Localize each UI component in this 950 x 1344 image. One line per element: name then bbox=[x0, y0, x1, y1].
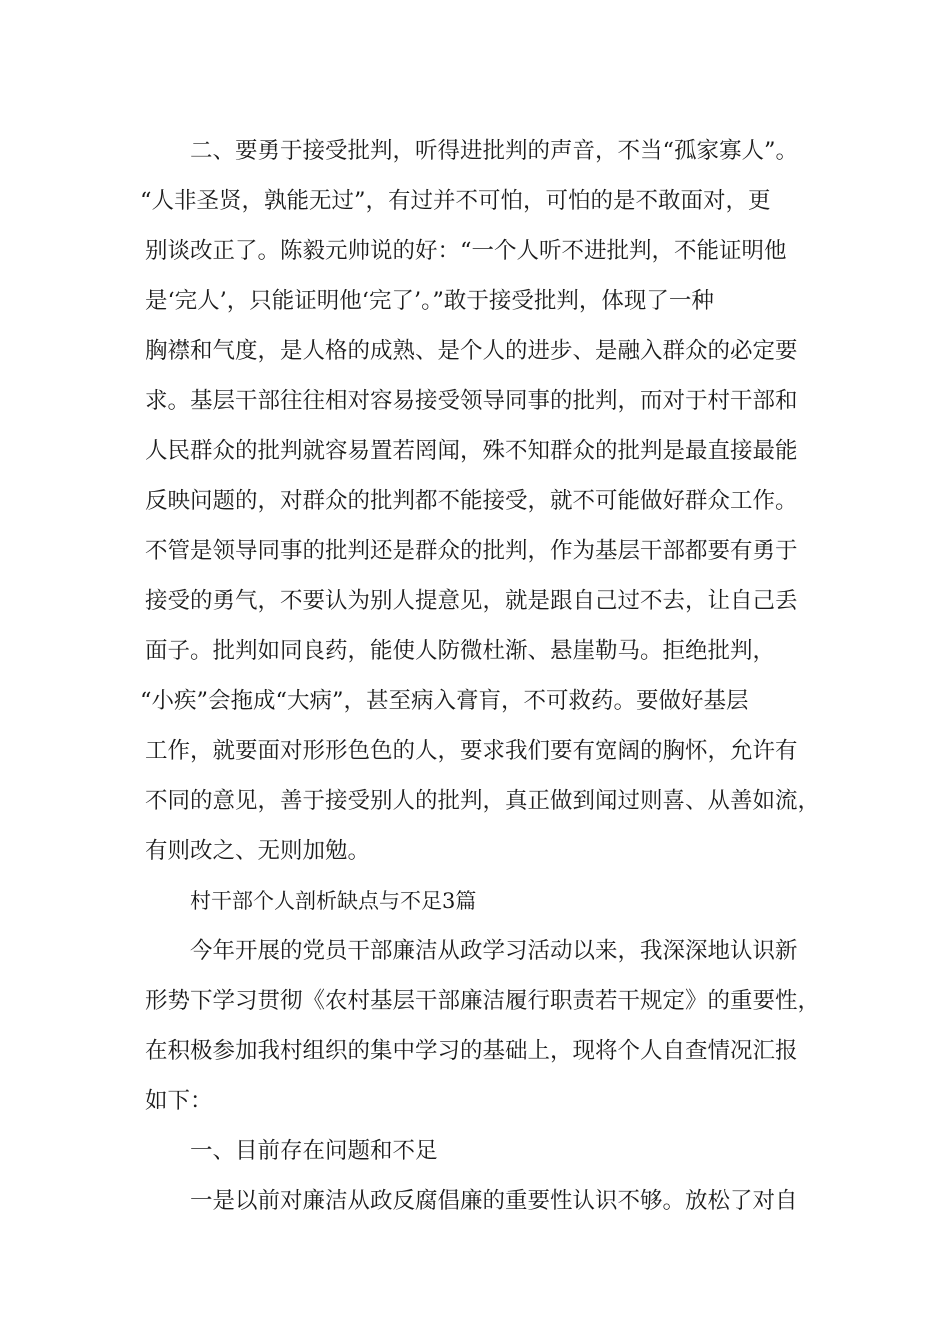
text-line bbox=[0, 531, 950, 571]
text-line bbox=[0, 1081, 950, 1121]
section-title bbox=[0, 881, 950, 921]
text-line bbox=[0, 731, 950, 771]
text-line bbox=[0, 931, 950, 971]
text-line-content: 在积极参加我村组织的集中学习的基础上，现将个人自查情况汇报 bbox=[145, 1038, 798, 1064]
text-line-content: 形势下学习贯彻《农村基层干部廉洁履行职责若干规定》的重要性， bbox=[145, 988, 821, 1014]
text-line-content: 有则改之、无则加勉。 bbox=[145, 838, 371, 864]
text-line-content: “人非圣贤，孰能无过”，有过并不可怕，可怕的是不敢面对，更 bbox=[140, 188, 771, 214]
text-line bbox=[0, 681, 950, 721]
text-line-content: 反映问题的，对群众的批判都不能接受，就不可能做好群众工作。 bbox=[145, 488, 798, 514]
text-line bbox=[0, 281, 950, 321]
text-line bbox=[0, 381, 950, 421]
text-line bbox=[0, 131, 950, 171]
text-line-content: 如下： bbox=[145, 1088, 213, 1114]
section-title-text: 村干部个人剖析缺点与不足3篇 bbox=[190, 889, 477, 913]
text-line bbox=[0, 181, 950, 221]
text-line-content: 二、要勇于接受批判，听得进批判的声音，不当“孤家寡人”。 bbox=[190, 138, 799, 164]
text-line bbox=[0, 331, 950, 371]
text-line-content: 不管是领导同事的批判还是群众的批判，作为基层干部都要有勇于 bbox=[145, 538, 798, 564]
text-line-content: 别谈改正了。陈毅元帅说的好：“一个人听不进批判，不能证明他 bbox=[145, 238, 787, 264]
text-line-content: 是‘完人’，只能证明他‘完了’。”敢于接受批判，体现了一种 bbox=[145, 288, 714, 314]
text-line-content: 面子。批判如同良药，能使人防微杜渐、悬崖勒马。拒绝批判， bbox=[145, 638, 776, 664]
subheading-text: 一、目前存在问题和不足 bbox=[190, 1138, 438, 1164]
text-line bbox=[0, 1031, 950, 1071]
text-line-content: 不同的意见，善于接受别人的批判，真正做到闻过则喜、从善如流， bbox=[145, 788, 821, 814]
text-line bbox=[0, 431, 950, 471]
text-line-content: 工作，就要面对形形色色的人，要求我们要有宽阔的胸怀，允许有 bbox=[145, 738, 798, 764]
text-line bbox=[0, 631, 950, 671]
text-line bbox=[0, 781, 950, 821]
text-line-content: 胸襟和气度，是人格的成熟、是个人的进步、是融入群众的必定要 bbox=[145, 338, 798, 364]
text-line-content: “小疾”会拖成“大病”，甚至病入膏肓，不可救药。要做好基层 bbox=[140, 688, 749, 714]
text-line-content: 人民群众的批判就容易置若罔闻，殊不知群众的批判是最直接最能 bbox=[145, 438, 798, 464]
text-line-content: 求。基层干部往往相对容易接受领导同事的批判，而对于村干部和 bbox=[145, 388, 798, 414]
text-line-content: 一是以前对廉洁从政反腐倡廉的重要性认识不够。放松了对自 bbox=[190, 1188, 798, 1214]
text-line bbox=[0, 231, 950, 271]
text-line bbox=[0, 831, 950, 871]
text-line bbox=[0, 581, 950, 621]
subheading bbox=[0, 1131, 950, 1171]
text-line bbox=[0, 981, 950, 1021]
text-line-content: 接受的勇气，不要认为别人提意见，就是跟自己过不去，让自己丢 bbox=[145, 588, 798, 614]
text-line bbox=[0, 481, 950, 521]
text-line-content: 今年开展的党员干部廉洁从政学习活动以来，我深深地认识新 bbox=[190, 938, 798, 964]
text-line bbox=[0, 1181, 950, 1221]
